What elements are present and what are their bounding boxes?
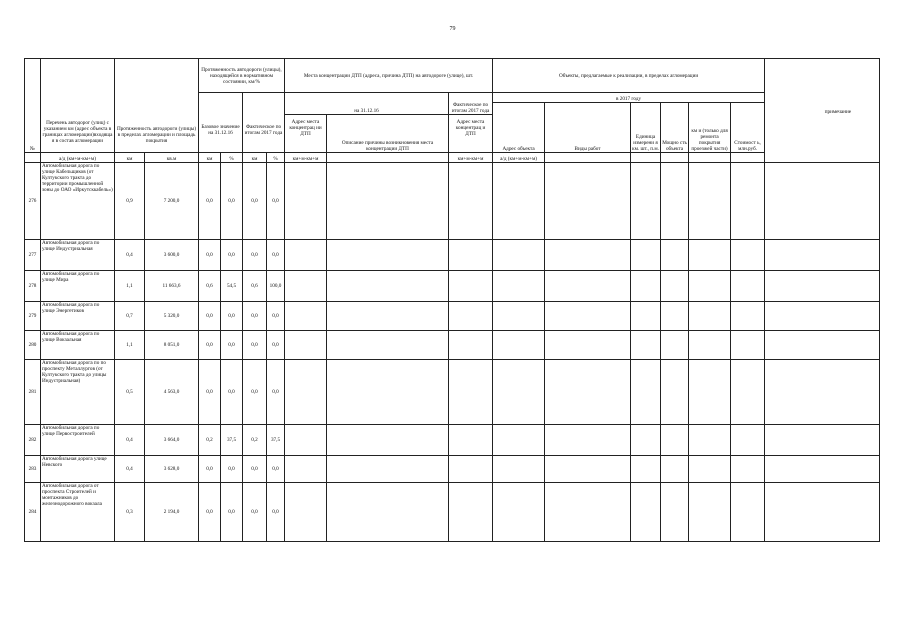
row-area: 3 664,0 [145,425,199,456]
row-num: 281 [25,360,41,425]
page-number: 79 [449,26,456,32]
row-unit [631,302,661,331]
subheader-fact-km: км [243,153,267,163]
row-area: 4 563,0 [145,360,199,425]
row-num: 277 [25,240,41,271]
row-fact-km: 0,6 [243,271,267,302]
subheader-blank [661,153,689,163]
row-capacity [661,271,689,302]
row-km: 0,7 [115,302,145,331]
table-row [25,271,880,302]
row-fact-pct: 0,0 [267,456,285,483]
row-repair [689,302,731,331]
row-obj-address [493,331,545,360]
header-road-length-cover: Протяженность автодороги (улицы) в пределах агломерации и площадь покрытия [115,59,199,153]
subheader-blank [545,153,631,163]
row-note [765,425,880,456]
header-cost: Стоимост ь, млн.руб. [731,103,765,153]
row-road-name: Автомобильная дорога по улице Первостроителей [41,425,115,456]
row-base-pct: 0,0 [221,483,243,542]
row-dtp-address [285,302,327,331]
row-note [765,163,880,240]
row-dtp-address [285,425,327,456]
row-dtp-address [285,240,327,271]
header-capacity: Мощно сть объекта [661,103,689,153]
header-num-blank [25,153,41,163]
row-base-km: 0,0 [199,302,221,331]
row-capacity [661,302,689,331]
row-fact-pct: 0,0 [267,163,285,240]
row-note [765,360,880,425]
row-base-pct: 54,5 [221,271,243,302]
header-repair-cover: км и (только для ремонта покрытия проезжей части) [689,103,731,153]
row-dtp-address-2 [449,163,493,240]
row-capacity [661,360,689,425]
row-area: 11 663,6 [145,271,199,302]
row-note [765,483,880,542]
row-cost [731,360,765,425]
subheader-base-km: км [199,153,221,163]
row-km: 0,9 [115,163,145,240]
row-dtp-address [285,271,327,302]
row-km: 0,4 [115,456,145,483]
row-fact-km: 0,0 [243,483,267,542]
row-cost [731,425,765,456]
row-area: 5 320,0 [145,302,199,331]
row-dtp-address [285,456,327,483]
row-base-km: 0,0 [199,331,221,360]
row-capacity [661,163,689,240]
row-capacity [661,456,689,483]
table-row [25,331,880,360]
row-km: 0,4 [115,425,145,456]
row-note [765,456,880,483]
row-road-name: Автомобильная дорога по по проспекту Металлургов (от Култукского тракта до улицы Индустриальная) [41,360,115,425]
row-km: 1,1 [115,271,145,302]
row-fact-pct: 0,0 [267,483,285,542]
row-obj-address [493,483,545,542]
row-base-pct: 37,5 [221,425,243,456]
row-fact-pct: 0,0 [267,302,285,331]
header-note: примечание [765,59,880,163]
row-repair [689,425,731,456]
row-cost [731,456,765,483]
row-work-types [545,425,631,456]
subheader-km: км [115,153,145,163]
row-base-pct: 0,0 [221,456,243,483]
row-road-name: Автомобильная дорога по улице Кабельщиков (от Култукского тракта до территории промышленной зоны до ОАО «Иркутсккабель») [41,163,115,240]
row-road-name: Автомобильная дорога по улице Энергетиков [41,302,115,331]
row-base-km: 0,2 [199,425,221,456]
row-obj-address [493,360,545,425]
header-base-value: Базовое значение на 31.12.16 [199,93,243,153]
subheader-dtp-km-2: км+м-км+м [449,153,493,163]
row-cost [731,163,765,240]
subheader-dtp-reason-blank [327,153,449,163]
row-repair [689,271,731,302]
row-capacity [661,483,689,542]
row-dtp-reason [327,240,449,271]
row-unit [631,163,661,240]
row-note [765,271,880,302]
row-fact-km: 0,0 [243,331,267,360]
row-cost [731,331,765,360]
row-fact-km: 0,0 [243,302,267,331]
row-unit [631,483,661,542]
row-road-name: Автомобильная дорога от проспекта Строителей и монтажников до железнодорожного вокзала [41,483,115,542]
row-dtp-reason [327,360,449,425]
subheader-obj-unit: а/д (км+м-км+м) [493,153,545,163]
row-dtp-address [285,331,327,360]
row-fact-pct: 100,0 [267,271,285,302]
row-repair [689,331,731,360]
row-repair [689,240,731,271]
row-dtp-address-2 [449,331,493,360]
header-work-types: Виды работ [545,103,631,153]
row-road-name: Автомобильная дорога по улице Вокзальная [41,331,115,360]
subheader-fact-pct: % [267,153,285,163]
row-dtp-address-2 [449,271,493,302]
subheader-kvm: кв.м [145,153,199,163]
row-dtp-address [285,360,327,425]
row-obj-address [493,163,545,240]
row-cost [731,302,765,331]
row-num: 276 [25,163,41,240]
header-objects: Объекты, предлагаемые к реализации, в пределах агломерации [493,59,765,93]
row-area: 8 051,0 [145,331,199,360]
row-obj-address [493,456,545,483]
row-area: 3 628,0 [145,456,199,483]
row-road-name: Автомобильная дорога по улице Индустриальная [41,240,115,271]
row-km: 0,5 [115,360,145,425]
row-work-types [545,456,631,483]
row-capacity [661,331,689,360]
table-row [25,240,880,271]
row-num: 279 [25,302,41,331]
row-num: 282 [25,425,41,456]
row-base-km: 0,0 [199,483,221,542]
row-cost [731,483,765,542]
row-fact-pct: 37,5 [267,425,285,456]
row-dtp-address-2 [449,456,493,483]
row-obj-address [493,240,545,271]
row-repair [689,360,731,425]
row-work-types [545,302,631,331]
row-capacity [661,425,689,456]
table-row [25,360,880,425]
header-roads-list: Перечень автодорог (улиц) с указанием км (адрес объекта в границах агломерации)входяща я в состав агломерации [41,59,115,153]
header-dtp-places: Места концентрации ДТП (адреса, причина ДТП) на автодороге (улице), шт. [285,59,493,93]
row-work-types [545,163,631,240]
row-unit [631,425,661,456]
subheader-blank [731,153,765,163]
row-cost [731,240,765,271]
row-fact-pct: 0,0 [267,360,285,425]
row-dtp-reason [327,302,449,331]
table-row [25,425,880,456]
row-work-types [545,271,631,302]
row-dtp-reason [327,163,449,240]
row-km: 1,1 [115,331,145,360]
header-dtp-address: Адрес места концентрац ии ДТП [285,115,327,153]
row-road-name: Автомобильная дорога по улице Мира [41,271,115,302]
row-road-name: Автомобильная дорога улице Невского [41,456,115,483]
row-work-types [545,360,631,425]
row-base-km: 0,0 [199,360,221,425]
row-repair [689,163,731,240]
subheader-roads-unit: а/д (км+м-км+м) [41,153,115,163]
row-fact-km: 0,0 [243,163,267,240]
row-unit [631,240,661,271]
row-num: 280 [25,331,41,360]
row-base-pct: 0,0 [221,163,243,240]
row-dtp-reason [327,456,449,483]
header-obj-address: Адрес объекта [493,103,545,153]
row-num: 283 [25,456,41,483]
row-note [765,302,880,331]
row-obj-address [493,425,545,456]
row-dtp-reason [327,425,449,456]
row-work-types [545,240,631,271]
row-capacity [661,240,689,271]
row-fact-pct: 0,0 [267,331,285,360]
row-dtp-address-2 [449,240,493,271]
row-fact-km: 0,0 [243,360,267,425]
row-km: 0,4 [115,240,145,271]
row-dtp-address [285,483,327,542]
table-row [25,483,880,542]
row-km: 0,3 [115,483,145,542]
header-dtp-actual: Фактическое по итогам 2017 года [449,93,493,115]
table-row [25,163,880,240]
row-work-types [545,331,631,360]
row-dtp-reason [327,483,449,542]
row-unit [631,331,661,360]
row-unit [631,271,661,302]
row-dtp-reason [327,331,449,360]
row-base-pct: 0,0 [221,360,243,425]
row-note [765,240,880,271]
row-obj-address [493,302,545,331]
header-road-length-normative: Протяженность автодороги (улицы), находящейся в нормативном состоянии, км/% [199,59,285,93]
header-dtp-date: на 31.12.16 [285,93,449,115]
row-repair [689,483,731,542]
roads-table [24,58,880,542]
row-dtp-address-2 [449,302,493,331]
row-work-types [545,483,631,542]
row-dtp-reason [327,271,449,302]
subheader-dtp-km: км+м-км+м [285,153,327,163]
row-fact-km: 0,0 [243,240,267,271]
header-unit: Единица измерени я км. шт., п.м. [631,103,661,153]
row-note [765,331,880,360]
header-dtp-address-2: Адрес места концентрац и ДТП [449,115,493,153]
subheader-blank [689,153,731,163]
row-fact-pct: 0,0 [267,240,285,271]
row-base-km: 0,0 [199,163,221,240]
row-fact-km: 0,2 [243,425,267,456]
row-repair [689,456,731,483]
row-base-km: 0,0 [199,240,221,271]
row-base-km: 0,0 [199,456,221,483]
subheader-blank [631,153,661,163]
header-num: № [25,59,41,153]
row-unit [631,456,661,483]
header-actual-2017: Фактическое по итогам 2017 года [243,93,285,153]
row-base-km: 0,6 [199,271,221,302]
row-obj-address [493,271,545,302]
header-dtp-reasons: Описание причины возникновения места концентрации ДТП [327,115,449,153]
row-dtp-address-2 [449,425,493,456]
table-row [25,456,880,483]
row-base-pct: 0,0 [221,240,243,271]
row-dtp-address-2 [449,360,493,425]
row-area: 3 600,0 [145,240,199,271]
row-num: 278 [25,271,41,302]
row-unit [631,360,661,425]
row-area: 2 194,0 [145,483,199,542]
row-fact-km: 0,0 [243,456,267,483]
row-dtp-address-2 [449,483,493,542]
table-row [25,302,880,331]
row-dtp-address [285,163,327,240]
subheader-base-pct: % [221,153,243,163]
row-area: 7 200,0 [145,163,199,240]
row-base-pct: 0,0 [221,302,243,331]
row-base-pct: 0,0 [221,331,243,360]
row-cost [731,271,765,302]
row-num: 284 [25,483,41,542]
header-in-2017: в 2017 году [493,93,765,103]
